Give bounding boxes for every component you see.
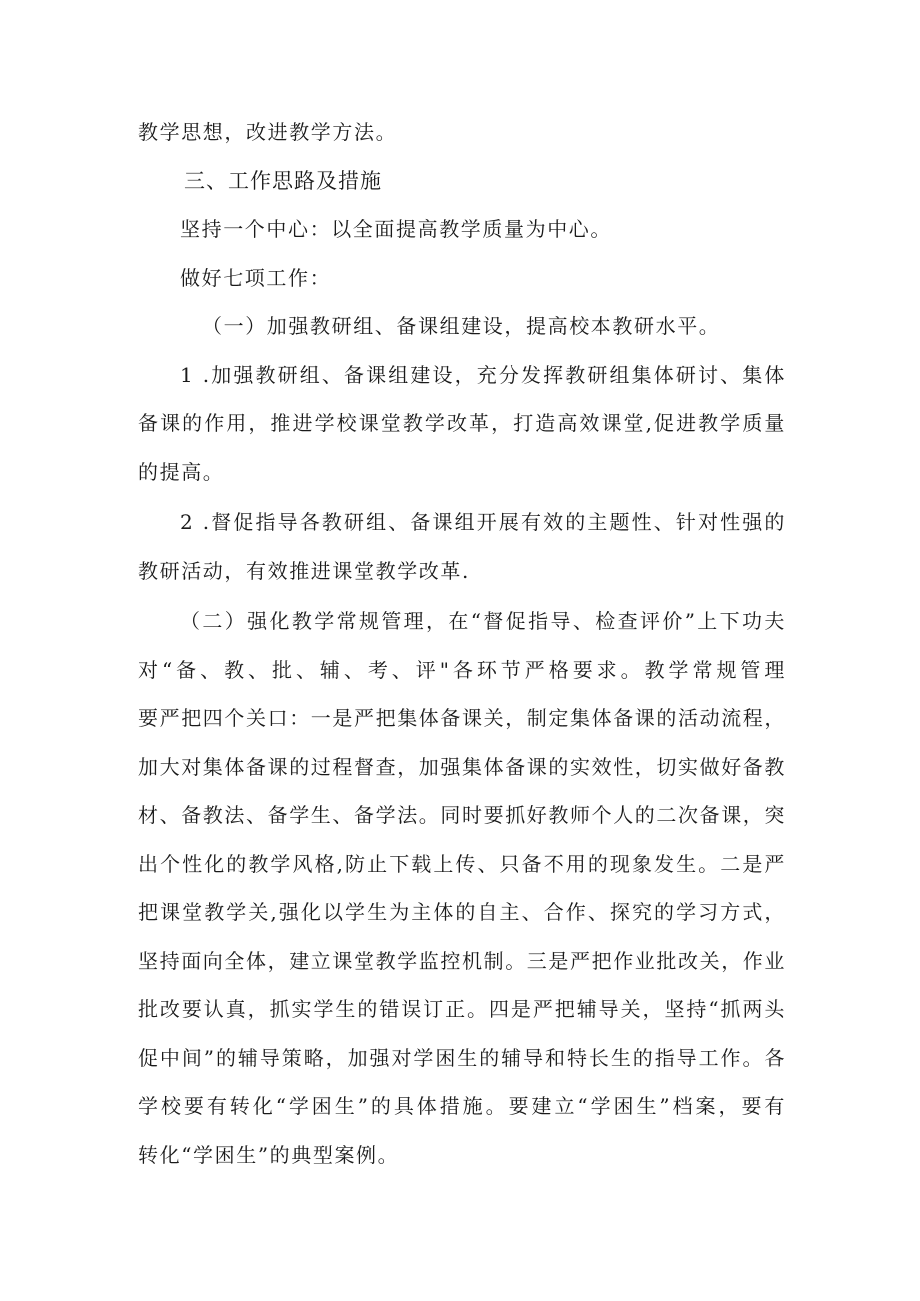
text-line: 1 .加强教研组、备课组建设，充分发挥教研组集体研讨、集体	[180, 362, 786, 387]
document-body	[138, 108, 786, 1179]
text-line: 促中间”的辅导策略，加强对学困生的辅导和特长生的指导工作。各	[138, 1045, 786, 1070]
text-line: 坚持一个中心：以全面提高教学质量为中心。	[180, 217, 612, 241]
text-line: 批改要认真，抓实学生的错误订正。四是严把辅导关，坚持“抓两头	[138, 997, 786, 1021]
subsection-heading: （二）强化教学常规管理，在“督促指导、检查评价”上下功夫	[180, 609, 786, 633]
subsection-heading: （一）加强教研组、备课组建设，提高校本教研水平。	[202, 314, 721, 338]
text-line: 把课堂教学关,强化以学生为主体的自主、合作、探究的学习方式，	[138, 900, 786, 924]
text-line: 材、备教法、备学生、备学法。同时要抓好教师个人的二次备课，突	[138, 803, 786, 827]
text-line: 转化“学困生”的典型案例。	[138, 1142, 400, 1167]
text-line: 要严把四个关口：一是严把集体备课关，制定集体备课的活动流程，	[138, 706, 786, 730]
text-line: 对“备、教、批、辅、考、评"各环节严格要求。教学常规管理	[138, 657, 786, 682]
section-heading: 三、工作思路及措施	[184, 168, 382, 193]
text-line: 坚持面向全体，建立课堂教学监控机制。三是严把作业批改关，作业	[138, 948, 786, 973]
text-line: 2 .督促指导各教研组、备课组开展有效的主题性、针对性强的	[180, 510, 786, 534]
text-line: 学校要有转化“学困生”的具体措施。要建立“学困生”档案，要有	[138, 1094, 786, 1118]
text-line: 教学思想，改进教学方法。	[138, 120, 398, 144]
text-line: 做好七项工作：	[180, 265, 332, 290]
text-line: 教研活动，有效推进课堂教学改革.	[138, 558, 470, 583]
text-line: 加大对集体备课的过程督查，加强集体备课的实效性，切实做好备教	[138, 754, 786, 779]
text-line: 的提高。	[138, 459, 225, 484]
text-line: 备课的作用，推进学校课堂教学改革，打造高效课堂,促进教学质量	[138, 411, 786, 435]
text-line: 出个性化的教学风格,防止下载上传、只备不用的现象发生。二是严	[138, 851, 786, 876]
